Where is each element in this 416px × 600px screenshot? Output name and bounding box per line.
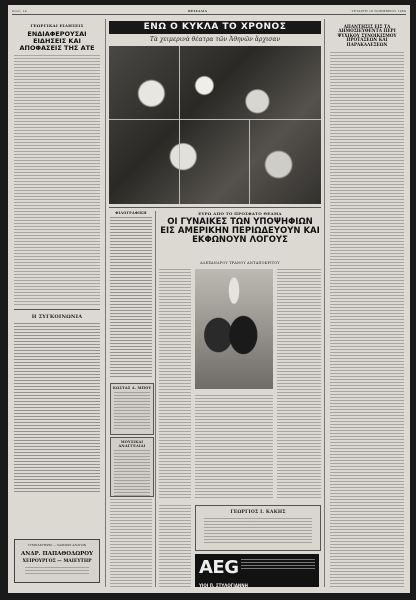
left-bottom-ad [14,539,100,583]
ad-box-kakis [195,505,321,551]
left-section-title: ΓΕΩΡΓΙΚΑΙ ΕΙΔΗΣΕΙΣ [30,23,84,28]
small-box-title: ΚΩΣΤΑΣ Δ. ΜΠΟΥ [112,386,152,390]
left-article-body [14,55,100,305]
center-inner-rule [155,211,156,587]
collage-split [179,46,180,204]
left-ad-line1: ΓΥΜΝΑΣΤΗΡΙΟ — ΣΑΡΩΣΙΣ ΑΛΟΓΩΝ [27,543,87,547]
theatre-photo-collage [109,46,321,204]
left-headline: ΕΝΔΙΑΦΕΡΟΥΣΑΙ ΕΙΔΗΣΕΙΣ ΚΑΙ ΑΠΟΦΑΣΕΙΣ ΤΗΣ ΑΤΕ [19,30,95,52]
issue-date: ΤΕΤΑΡΤΗ 18 ΝΟΕΜΒΡΙΟΥ 1964 [351,9,406,13]
small-box-2-text [114,450,150,496]
right-headline: ΑΠΑΝΤΗΣΙΣ ΕΙΣ ΤΑ ΔΗΜΟΣΙΕΥΘΕΝΤΑ ΠΕΡΙ ΨΥΧΙΚΟΥ ΣΥΝΟΙΚΙΣΜΟΥ ΠΡΟΤΑΣΕΩΝ ΚΑΙ ΠΑΡΑΚΑΛΕΣΕΩΝ [337,24,397,47]
center-small-box-2 [110,437,154,497]
feature-kicker: ΕΥΡΩ ΑΠΟ ΤΟ ΠΡΟΣΦΑΤΟ ΘΕΑΜΑ [198,211,282,216]
right-column [328,19,406,587]
left-divider [14,309,100,310]
aeg-tagline: ΥΙΟΙ Π. ΣΤΥΛΟΓΙΑΝΝΗ [199,583,248,587]
feature-photo [195,269,273,389]
right-article-body [330,52,404,587]
center-subsection-title: ΦΙΛΟΓΡΑΦΙΚΗ [115,211,147,215]
collage-split [109,119,321,120]
banner-subtitle: Τὰ χειμερινὰ θέατρα τῶν Ἀθηνῶν ἄρχισαν [149,36,281,43]
ad-kakis-title: ΓΕΩΡΓΙΟΣ Ι. ΚΑΚΗΣ [230,510,286,515]
header-rule [12,14,406,15]
center-column [109,19,321,587]
aeg-logo: AEG [199,557,239,578]
center-listings [110,217,152,379]
left-ad-line3: ΧΕΙΡΟΥΡΓΟΣ — ΜΑΙΕΥΤΗΡ [22,559,92,564]
feature-text-under-photo [195,395,273,499]
column-rule [105,19,106,587]
small-box-2-title: ΜΟΥΣΙΚΑΙ ΑΝΑΓΓΕΛΙΑΙ [118,440,146,448]
feature-byline: ΑΛΕΞΑΝΔΡΟΥ ΤΡΑΝΟΥ ΑΝΤΑΠΟΚΡΙΤΟΥ [200,261,280,265]
feature-text-bottom [159,505,191,587]
aeg-ad-text [241,559,315,571]
column-rule [324,19,325,587]
center-small-box [110,383,154,435]
center-lower-listings [110,499,152,587]
left-ad-address [25,567,89,575]
collage-split [249,119,250,204]
banner-title: ΕΝΩ Ο ΚΥΚΛΑ ΤΟ ΧΡΟΝΟΣ [109,21,321,34]
feature-text-right [277,269,321,499]
left-subhead: Η ΣΥΓΚΟΙΝΩΝΙΑ [31,314,83,321]
ad-kakis-text [204,518,312,544]
feature-text-left [159,269,191,499]
left-column [12,19,102,587]
small-box-text [114,392,150,430]
newspaper-name: ΘΕΣΣΑΛΙΑ [188,9,208,13]
center-divider [109,207,321,208]
page-number: Σελίς 14 [12,9,27,13]
newspaper-page [8,5,410,593]
aeg-advertisement [195,554,319,587]
left-schedule-list [14,323,100,493]
left-ad-line2: ΑΝΔΡ. ΠΑΠΑΘΟΔΩΡΟΥ [20,551,94,557]
feature-headline: ΟΙ ΓΥΝΑΙΚΕΣ ΤΩΝ ΥΠΟΨΗΦΙΩΝ ΕΙΣ ΑΜΕΡΙΚΗΝ ΠΕΡΙΩΔΕΥΟΥΝ ΚΑΙ ΕΚΦΩΝΟΥΝ ΛΟΓΟΥΣ [160,217,320,245]
